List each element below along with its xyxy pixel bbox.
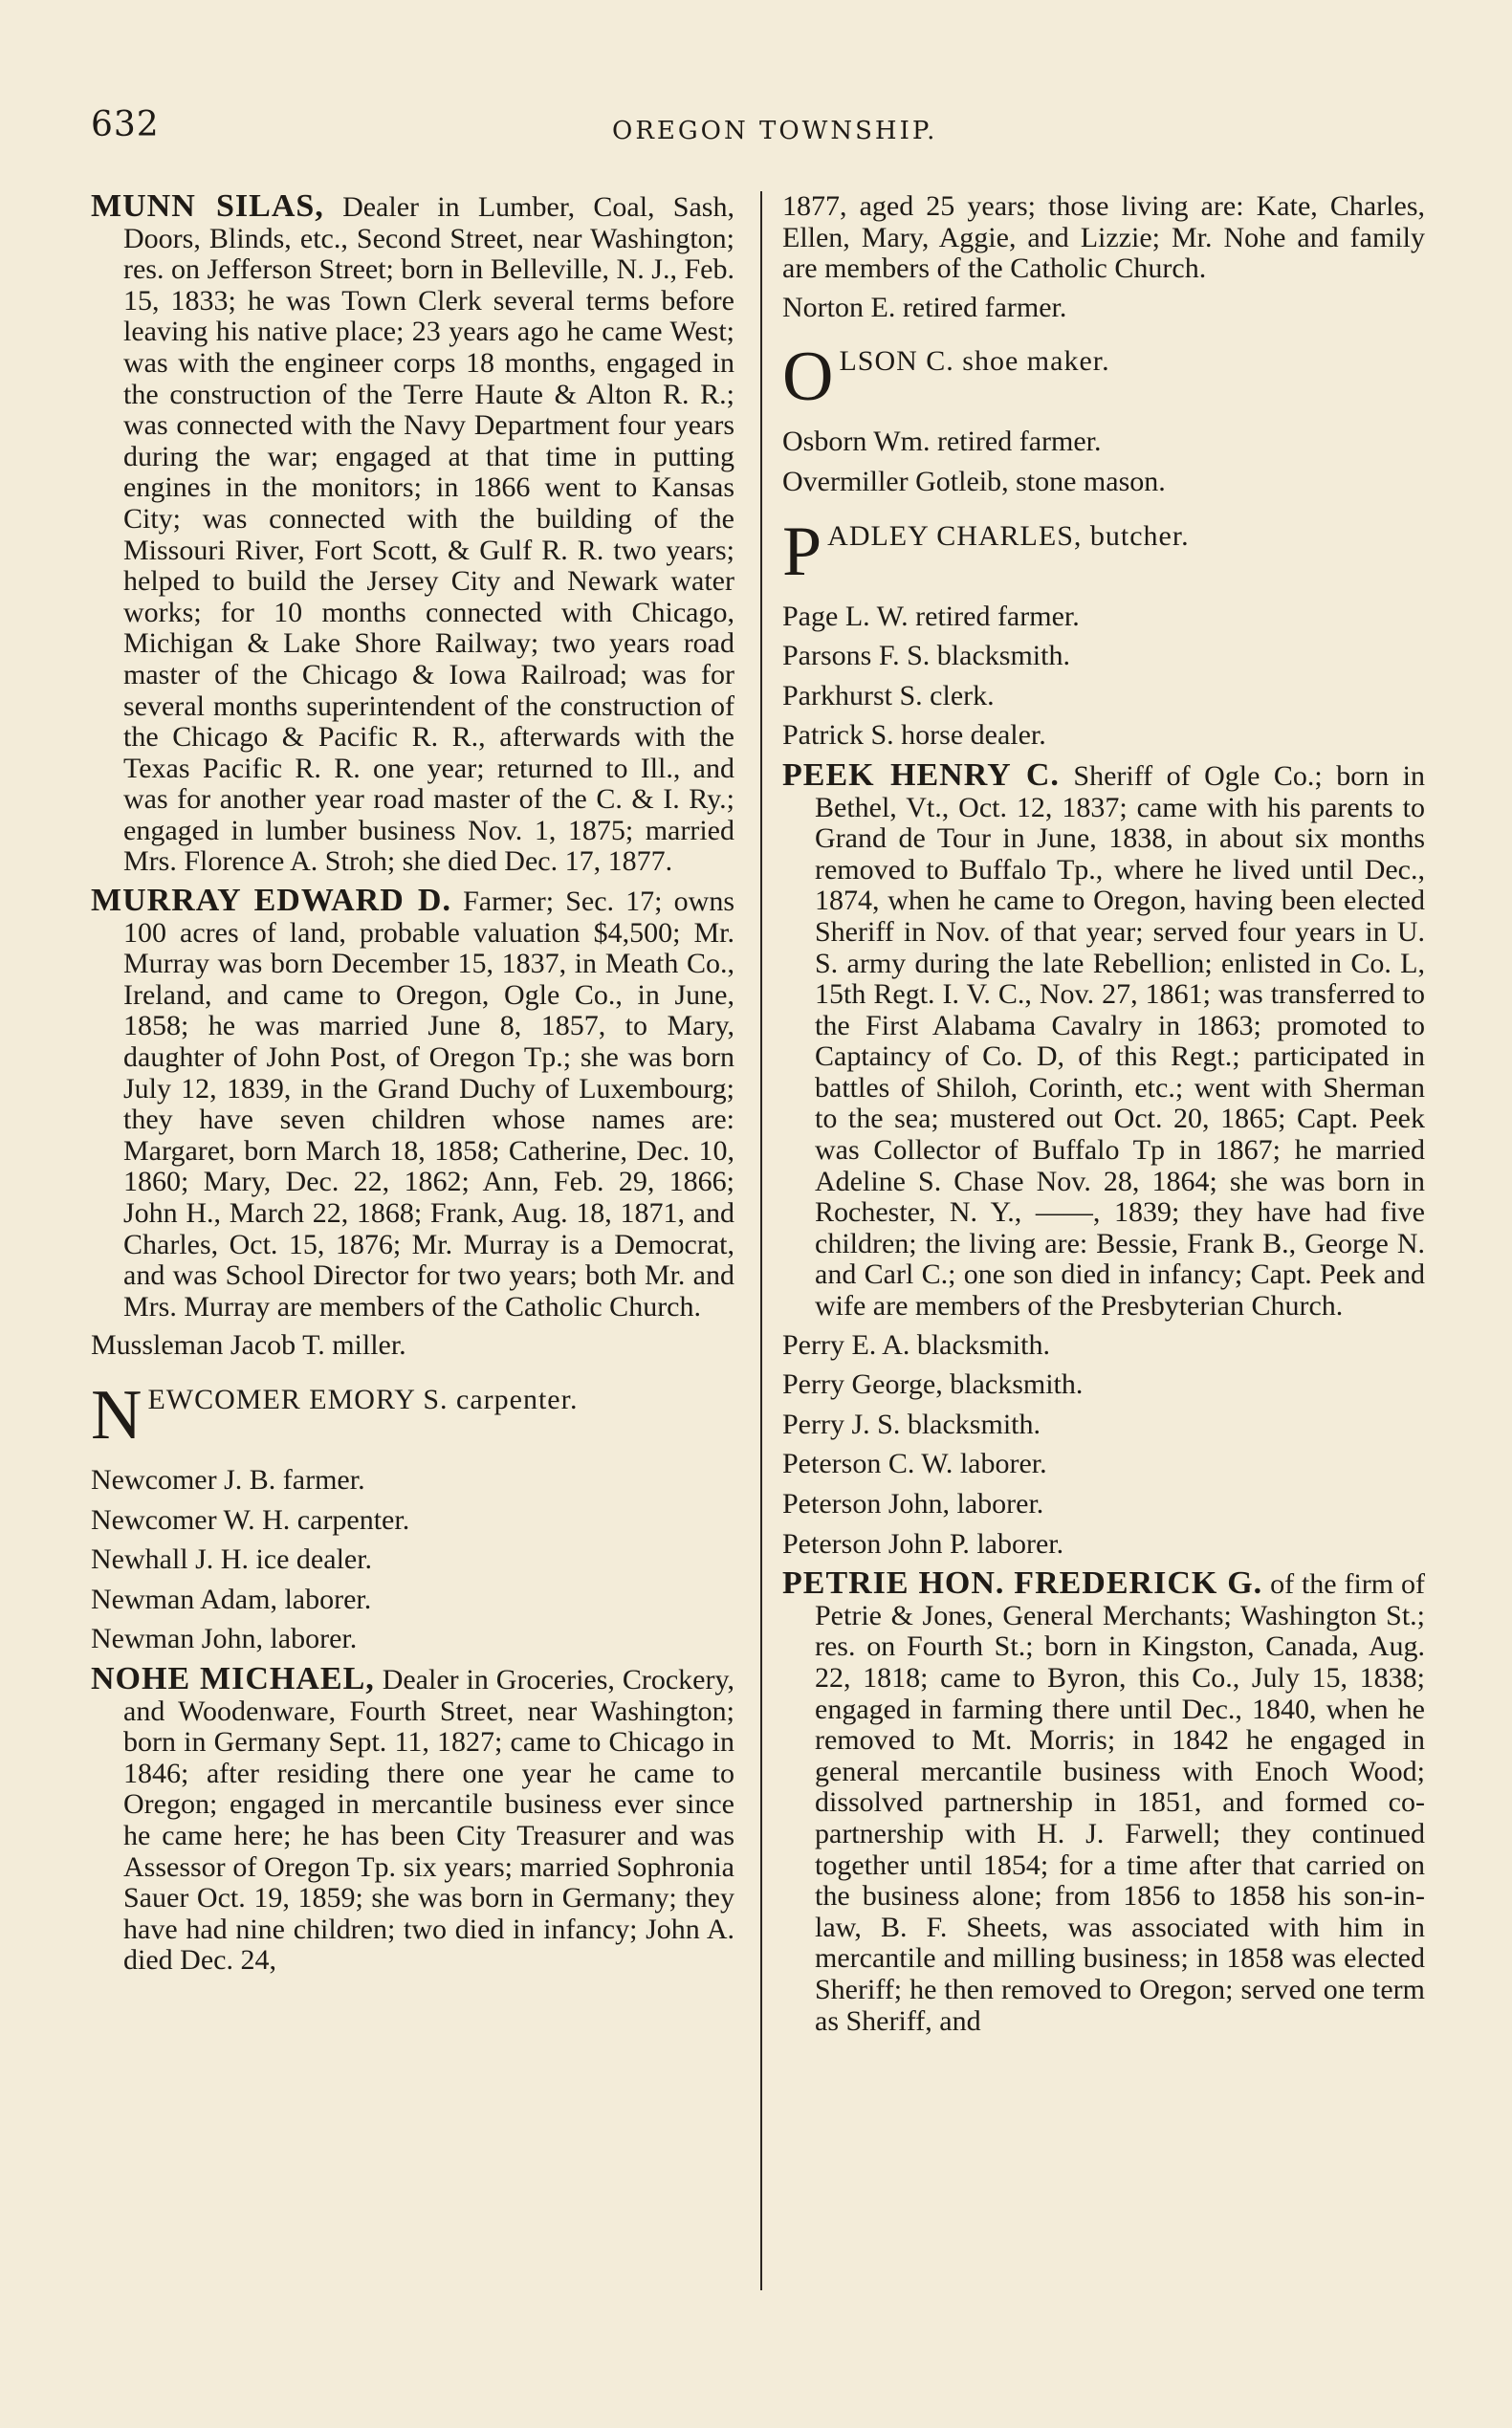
list-item: Parkhurst S. clerk. [782, 679, 995, 711]
list-item: Patrick S. horse dealer. [782, 719, 1046, 752]
page-header [0, 105, 1512, 163]
entry-olson: LSON C. shoe maker. [839, 345, 1110, 378]
entry-nohe-continued: 1877, aged 25 years; those living are: Kate, Charles, Ellen, Mary, Aggie, and Lizzie; Mr. Nohe and family are members of the Catholic Church. [782, 191, 1425, 285]
list-item: Newman Adam, laborer. [91, 1583, 372, 1615]
dropcap-p: P [782, 512, 822, 591]
dropcap-n: N [91, 1375, 142, 1455]
entry-text: Sheriff of Ogle Co.; born in Bethel, Vt., Oct. 12, 1837; came with his parents to Grand de Tour in June, 1838, in about six months removed to Buffalo Tp., where he lived until Dec., 1874, when he came to Oregon, having been elected Sheriff in Nov. of that year; served four years in U. S. army during the late Rebellion; enlisted in Co. L, 15th Regt. I. V. C., Nov. 27, 1861; was transferred to the First Alabama Cavalry in 1863; promoted to Captaincy of Co. D, of this Regt.; participated in battles of Shiloh, Corinth, etc.; went with Sherman to the sea; mustered out Oct. 20, 1865; Capt. Peek was Collector of Buffalo Tp in 1867; he married Adeline S. Chase Nov. 28, 1864; she was born in Rochester, N. Y., ——, 1839; they have had five children; the living are: Bessie, Frank B., George N. and Carl C.; one son died in infancy; Capt. Peek and wife are members of the Presbyterian Church. [815, 759, 1425, 1323]
list-item: Newcomer J. B. farmer. [91, 1463, 365, 1496]
section-p [782, 512, 1425, 591]
entry-newcomer-emory: EWCOMER EMORY S. carpenter. [147, 1383, 579, 1415]
list-item: Perry J. S. blacksmith. [782, 1408, 1041, 1440]
list-item: Perry George, blacksmith. [782, 1368, 1084, 1401]
list-item: Page L. W. retired farmer. [782, 600, 1080, 632]
dropcap-o: O [782, 338, 834, 417]
entry-murray-edward [91, 883, 734, 1323]
right-column [782, 191, 1425, 2390]
entry-text: Dealer in Groceries, Crockery, and Woodenware, Fourth Street, near Washington; born in Germany Sept. 11, 1827; came to Chicago in 1846; after residing there one year he came to Oregon; engaged in mercantile business ever since he came here; he has been City Treasurer and was Assessor of Oregon Tp. six years; married Sophronia Sauer Oct. 19, 1859; she was born in Germany; they have had nine children; two died in infancy; John A. died Dec. 24, [123, 1663, 734, 1977]
list-item: Overmiller Gotleib, stone mason. [782, 465, 1166, 497]
running-head: OREGON TOWNSHIP. [612, 117, 938, 145]
list-item: Newman John, laborer. [91, 1623, 358, 1655]
entry-text: Farmer; Sec. 17; owns 100 acres of land, probable valuation $4,500; Mr. Murray was born December 15, 1837, in Meath Co., Ireland, and came to Oregon, Ogle Co., in June, 1858; he was married June 8, 1857, to Mary, daughter of John Post, of Oregon Tp.; she was born July 12, 1839, in the Grand Duchy of Luxembourg; they have seven children whose names are: Margaret, born March 18, 1858; Catherine, Dec. 10, 1860; Mary, Dec. 22, 1862; Ann, Feb. 29, 1866; John H., March 22, 1868; Frank, Aug. 18, 1871, and Charles, Oct. 15, 1876; Mr. Murray is a Democrat, and was School Director for two years; both Mr. and Mrs. Murray are members of the Catholic Church. [123, 886, 734, 1323]
entry-name: PETRIE HON. FREDERICK G. [782, 1565, 1263, 1602]
entry-name: MUNN SILAS, [91, 191, 324, 224]
entry-peek-henry [782, 756, 1425, 1323]
list-item: Perry E. A. blacksmith. [782, 1328, 1050, 1361]
left-column [91, 191, 734, 2390]
entry-mussleman: Mussleman Jacob T. miller. [91, 1329, 406, 1362]
entry-nohe-michael [91, 1660, 734, 1977]
entry-text: of the firm of Petrie & Jones, General Merchants; Washington St.; res. on Fourth St.; born in Kingston, Canada, Aug. 22, 1818; came to Byron, this Co., July 15, 1838; engaged in farming there until Dec., 1840, when he removed to Mt. Morris; in 1842 he engaged in general mercantile business with Enoch Wood; dissolved partnership in 1851, and formed co-partnership with H. J. Farwell; they continued together until 1854; for a time after that carried on the business alone; from 1856 to 1858 his son-in-law, B. F. Sheets, was associated with him in mercantile and milling business; in 1858 was elected Sheriff; he then removed to Oregon; served one term as Sheriff, and [815, 1568, 1425, 2037]
entry-name: MURRAY EDWARD D. [91, 883, 451, 919]
entry-name: NOHE MICHAEL, [91, 1660, 375, 1696]
list-item: Peterson C. W. laborer. [782, 1448, 1047, 1480]
list-item: Norton E. retired farmer. [782, 291, 1067, 323]
entry-munn-silas [91, 191, 734, 878]
list-item: Peterson John P. laborer. [782, 1527, 1064, 1560]
list-item: Peterson John, laborer. [782, 1488, 1044, 1520]
column-divider [760, 191, 762, 2290]
section-o [782, 338, 1425, 417]
list-item: Osborn Wm. retired farmer. [782, 426, 1102, 458]
entry-name: PEEK HENRY C. [782, 756, 1060, 793]
entry-petrie-frederick [782, 1565, 1425, 2037]
entry-text: Dealer in Lumber, Coal, Sash, Doors, Blinds, etc., Second Street, near Washington; res. on Jefferson Street; born in Belleville, N. J., Feb. 15, 1833; he was Town Clerk several terms before leaving his native place; 23 years ago he came West; was with the engineer corps 18 months, engaged in the construction of the Terre Haute & Alton R. R.; was connected with the Navy Department four years during the war; engaged at that time in putting engines in the monitors; in 1866 went to Kansas City; was connected with the building of the Missouri River, Fort Scott, & Gulf R. R. two years; helped to build the Jersey City and Newark water works; for 10 months connected with Chicago, Michigan & Lake Shore Railway; two years road master of the Chicago & Iowa Railroad; was for several months superintendent of the construction of the Chicago & Pacific R. R., afterwards with the Texas Pacific R. R. one year; returned to Ill., and was for another year road master of the C. & I. Ry.; engaged in lumber business Nov. 1, 1875; married Mrs. Florence A. Stroh; she died Dec. 17, 1877. [123, 191, 734, 878]
entry-padley: ADLEY CHARLES, butcher. [827, 519, 1190, 552]
list-item: Parsons F. S. blacksmith. [782, 640, 1070, 672]
list-item: Newcomer W. H. carpenter. [91, 1503, 410, 1536]
page-number: 632 [91, 105, 160, 144]
list-item: Newhall J. H. ice dealer. [91, 1543, 373, 1576]
section-n [91, 1375, 734, 1455]
